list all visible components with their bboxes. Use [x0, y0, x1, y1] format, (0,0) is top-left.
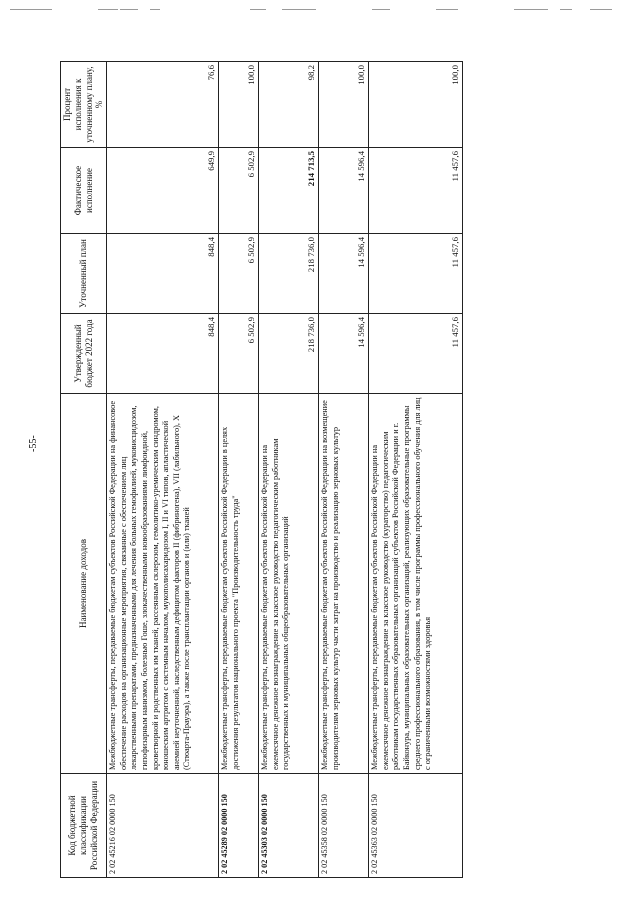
row-percent: 100,0 — [219, 62, 259, 148]
row-code: 2 02 45289 02 0000 150 — [219, 774, 259, 878]
row-percent: 100,0 — [369, 62, 463, 148]
row-percent: 98,2 — [259, 62, 319, 148]
row-approved: 11 457,6 — [369, 314, 463, 394]
scan-edge-strip — [0, 0, 640, 14]
row-percent: 76,6 — [107, 62, 219, 148]
row-plan: 218 736,0 — [259, 234, 319, 314]
row-code: 2 02 45216 02 0000 150 — [107, 774, 219, 878]
row-percent: 100,0 — [319, 62, 369, 148]
row-plan: 848,4 — [107, 234, 219, 314]
row-code: 2 02 45303 02 0000 150 — [259, 774, 319, 878]
header-percent: Процент исполнения к уточненному плану, % — [61, 62, 107, 148]
row-actual: 6 502,9 — [219, 148, 259, 234]
row-plan: 11 457,6 — [369, 234, 463, 314]
table-header-row — [61, 62, 107, 878]
row-approved: 218 736,0 — [259, 314, 319, 394]
table-row — [107, 62, 219, 878]
header-approved: Утвержденный бюджет 2022 года — [61, 314, 107, 394]
header-actual: Фактическое исполнение — [61, 148, 107, 234]
row-code: 2 02 45358 02 0000 150 — [319, 774, 369, 878]
table-row — [259, 62, 319, 878]
row-plan: 6 502,9 — [219, 234, 259, 314]
row-name: Межбюджетные трансферты, передаваемые бюджетам субъектов Российской Федерации на ежемесячное денежное вознаграждение за классное руководство педагогическим работникам государственных и муниципальных общеобразовательных организаций — [259, 394, 319, 774]
row-name: Межбюджетные трансферты, передаваемые бюджетам субъектов Российской Федерации в целях достижения результатов национального проекта "Производительность труда" — [219, 394, 259, 774]
header-name: Наименование доходов — [61, 394, 107, 774]
row-actual: 214 713,5 — [259, 148, 319, 234]
table-row — [319, 62, 369, 878]
row-name: Межбюджетные трансферты, передаваемые бюджетам субъектов Российской Федерации на ежемесячное денежное вознаграждение за классное руководство (кураторство) педагогическим работникам государственных образовательных организаций субъектов Российской Федерации и г. Байконура, муниципальных образовательных организаций, реализующих образовательные программы среднего профессионального образования, в том числе программы профессионального обучения для лиц с ограниченными возможностями здоровья — [369, 394, 463, 774]
page-number: -55- — [28, 435, 39, 452]
row-approved: 6 502,9 — [219, 314, 259, 394]
row-actual: 14 596,4 — [319, 148, 369, 234]
rotated-table-wrapper — [60, 62, 462, 878]
row-approved: 14 596,4 — [319, 314, 369, 394]
row-plan: 14 596,4 — [319, 234, 369, 314]
row-actual: 11 457,6 — [369, 148, 463, 234]
row-actual: 649,9 — [107, 148, 219, 234]
row-name: Межбюджетные трансферты, передаваемые бюджетам субъектов Российской Федерации на финансовое обеспечение расходов на организационные мероприятия, связанные с обеспечением лиц лекарственными препаратами, предназначенными для лечения больных гемофилией, муковисцидозом, гипофизарным нанизмом, болезнью Гоше, злокачественными новообразованиями лимфоидной, кроветворной и родственных им тканей, рассеянным склерозом, гемолитико-уремическим синдромом, юношеским артритом с системным началом, мукополисахаридозом I, II и VI типов, апластической анемией неуточненной, наследственным дефицитом факторов II (фибриногена), VII (лабильного), X (Стюарта-Прауэра), а также после трансплантации органов и (или) тканей — [107, 394, 219, 774]
row-code: 2 02 45363 02 0000 150 — [369, 774, 463, 878]
table-row — [219, 62, 259, 878]
header-code: Код бюджетной классификации Российской Федерации — [61, 774, 107, 878]
revenue-table — [60, 61, 463, 878]
header-plan: Уточненный план — [61, 234, 107, 314]
table-row — [369, 62, 463, 878]
row-name: Межбюджетные трансферты, передаваемые бюджетам субъектов Российской Федерации на возмещение производителям зерновых культур части затрат на производство и реализацию зерновых культур — [319, 394, 369, 774]
row-approved: 848,4 — [107, 314, 219, 394]
